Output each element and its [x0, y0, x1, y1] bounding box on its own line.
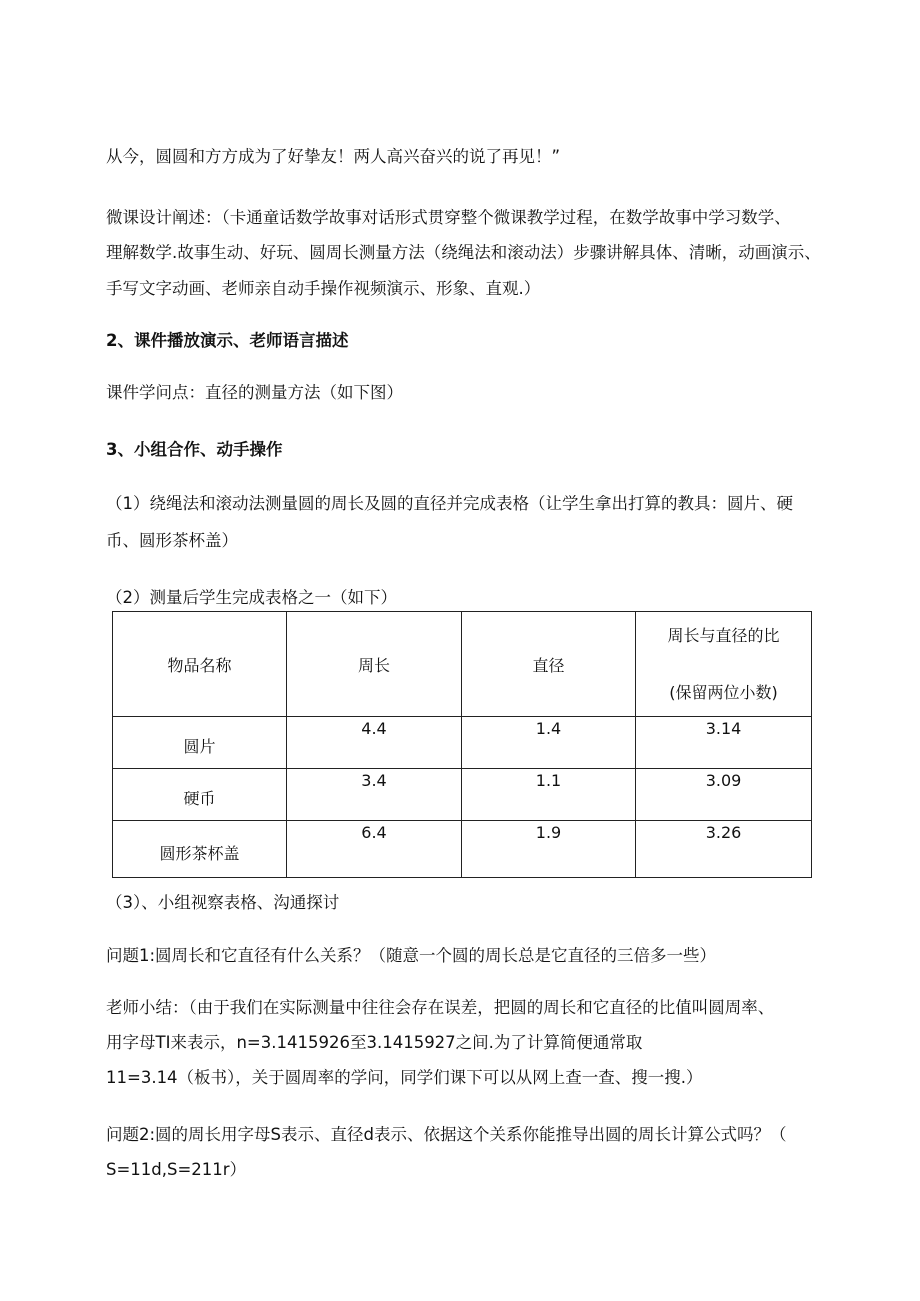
table-header-row	[113, 612, 812, 717]
header-item-name: 物品名称	[113, 612, 287, 717]
measurement-table	[112, 611, 812, 878]
row-ratio: 3.09	[636, 769, 812, 821]
row-item-name: 硬币	[113, 769, 287, 821]
row-diameter: 1.9	[462, 821, 636, 878]
step-1-line-1: （1）绕绳法和滚动法测量圆的周长及圆的直径并完成表格（让学生拿出打算的教具：圆片、硬	[106, 494, 793, 513]
header-ratio	[636, 612, 812, 717]
row-ratio: 3.14	[636, 717, 812, 769]
table-row	[113, 717, 812, 769]
row-circumference: 4.4	[287, 717, 462, 769]
header-circumference: 周长	[287, 612, 462, 717]
design-description-line-2: 理解数学.故事生动、好玩、圆周长测量方法（绕绳法和滚动法）步骤讲解具体、清晰，动画演示、	[106, 243, 821, 262]
table-row	[113, 769, 812, 821]
row-diameter: 1.1	[462, 769, 636, 821]
step-2-caption: （2）测量后学生完成表格之一（如下）	[106, 588, 397, 607]
question-1: 问题1:圆周长和它直径有什么关系？（随意一个圆的周长总是它直径的三倍多一些）	[106, 946, 717, 965]
row-diameter: 1.4	[462, 717, 636, 769]
question-2-line-2: S=11d,S=211r）	[106, 1160, 247, 1179]
header-diameter: 直径	[462, 612, 636, 717]
paragraph-knowledge-point: 课件学问点：直径的测量方法（如下图）	[106, 383, 403, 402]
step-3-caption: （3）、小组视察表格、沟通探讨	[106, 893, 340, 912]
design-description-line-3: 手写文字动画、老师亲自动手操作视频演示、形象、直观.）	[106, 279, 541, 298]
table-row	[113, 821, 812, 878]
row-circumference: 3.4	[287, 769, 462, 821]
section-heading-2: 2、课件播放演示、老师语言描述	[106, 331, 349, 350]
paragraph-farewell: 从今，圆圆和方方成为了好挚友！两人高兴奋兴的说了再见！”	[106, 147, 561, 166]
step-1-line-2: 币、圆形茶杯盖）	[106, 531, 238, 550]
header-ratio-line-1: 周长与直径的比	[667, 625, 780, 645]
section-heading-3: 3、小组合作、动手操作	[106, 440, 283, 459]
teacher-summary-line-2: 用字母TI来表示，n=3.1415926至3.1415927之间.为了计算简便通常取	[106, 1033, 643, 1052]
design-description-line-1: 微课设计阐述：（卡通童话数学故事对话形式贯穿整个微课教学过程，在数学故事中学习数学、	[106, 208, 791, 227]
question-2-line-1: 问题2:圆的周长用字母S表示、直径d表示、依据这个关系你能推导出圆的周长计算公式吗？（	[106, 1125, 787, 1144]
teacher-summary-line-3: 11=3.14（板书），关于圆周率的学问，同学们课下可以从网上查一查、搜一搜.）	[106, 1068, 703, 1087]
row-item-name: 圆片	[113, 717, 287, 769]
row-ratio: 3.26	[636, 821, 812, 878]
teacher-summary-line-1: 老师小结：（由于我们在实际测量中往往会存在误差，把圆的周长和它直径的比值叫圆周率、	[106, 998, 775, 1017]
row-item-name: 圆形茶杯盖	[113, 821, 287, 878]
header-ratio-line-2: (保留两位小数)	[669, 682, 778, 702]
row-circumference: 6.4	[287, 821, 462, 878]
